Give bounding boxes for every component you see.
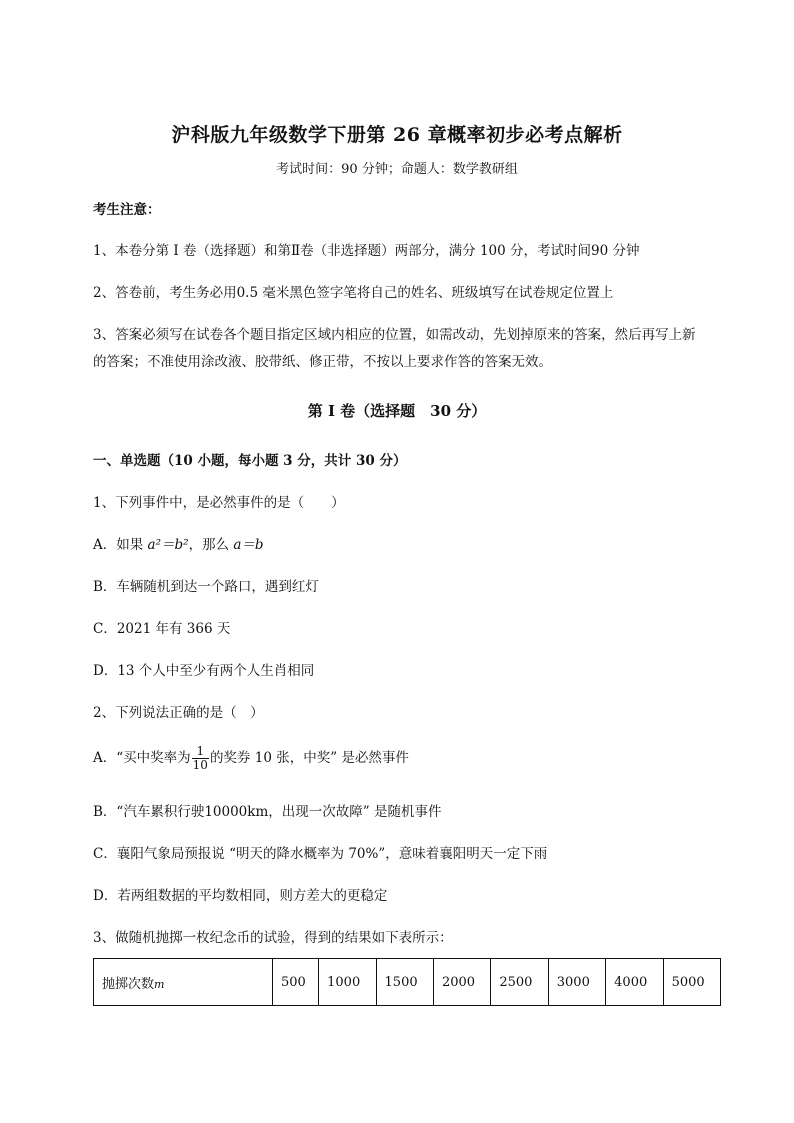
q1-option-a-math1: a²＝b² xyxy=(147,537,189,553)
q2-option-a xyxy=(93,744,409,772)
row-label-text: 抛掷次数 xyxy=(102,976,155,992)
table-cell: 2500 xyxy=(491,959,548,1006)
fraction-numerator: 1 xyxy=(192,745,209,759)
table-cell: 4000 xyxy=(606,959,663,1006)
table-cell: 2000 xyxy=(433,959,490,1006)
q2-option-b: B．“汽车累积行驶10000km，出现一次故障” 是随机事件 xyxy=(93,804,442,820)
notice-item-3: 3、答案必须写在试卷各个题目指定区域内相应的位置，如需改动，先划掉原来的答案，然后再写上新 xyxy=(93,327,696,343)
exam-info: 考试时间：90 分钟；命题人：数学教研组 xyxy=(276,162,518,177)
q2-option-c: C．襄阳气象局预报说 “明天的降水概率为 70%”，意味着襄阳明天一定下雨 xyxy=(93,846,548,862)
q2-option-a-prefix: A．“买中奖率为 xyxy=(93,750,191,766)
q2-option-a-suffix: 的奖券 10 张，中奖” 是必然事件 xyxy=(209,750,409,766)
q1-option-a-mid: ，那么 xyxy=(188,537,234,553)
row-label-variable: m xyxy=(154,977,165,991)
fraction xyxy=(192,745,209,772)
table-cell: 3000 xyxy=(548,959,605,1006)
part-heading: 一、单选题（10 小题，每小题 3 分，共计 30 分） xyxy=(93,453,407,469)
notice-item-1: 1、本卷分第 I 卷（选择题）和第Ⅱ卷（非选择题）两部分，满分 100 分，考试时间90 分钟 xyxy=(93,243,640,259)
page-title: 沪科版九年级数学下册第 26 章概率初步必考点解析 xyxy=(171,124,623,146)
table-row xyxy=(94,959,721,1006)
q1-option-a-prefix: A．如果 xyxy=(93,537,148,553)
notice-item-2: 2、答卷前，考生务必用0.5 毫米黑色签字笔将自己的姓名、班级填写在试卷规定位置上 xyxy=(93,285,614,301)
table-cell: 1000 xyxy=(319,959,376,1006)
q2-option-d: D．若两组数据的平均数相同，则方差大的更稳定 xyxy=(93,888,388,904)
results-table xyxy=(93,958,721,1006)
q1-stem: 1、下列事件中，是必然事件的是（ ） xyxy=(93,495,345,511)
q3-stem: 3、做随机抛掷一枚纪念币的试验，得到的结果如下表所示： xyxy=(93,930,453,946)
table-cell: 500 xyxy=(273,959,319,1006)
fraction-denominator: 10 xyxy=(192,758,208,772)
q1-option-a xyxy=(93,535,264,555)
notice-heading: 考生注意： xyxy=(93,202,161,218)
notice-item-3-cont: 的答案；不准使用涂改液、胶带纸、修正带，不按以上要求作答的答案无效。 xyxy=(93,354,552,370)
table-cell: 1500 xyxy=(376,959,433,1006)
table-row-label xyxy=(94,959,273,1006)
q1-option-c: C．2021 年有 366 天 xyxy=(93,621,231,637)
section-title: 第 I 卷（选择题 30 分） xyxy=(307,402,487,420)
table-cell: 5000 xyxy=(663,959,720,1006)
q1-option-d: D．13 个人中至少有两个人生肖相同 xyxy=(93,663,315,679)
q1-option-a-math2: a＝b xyxy=(233,537,264,553)
q2-stem: 2、下列说法正确的是（ ） xyxy=(93,705,264,721)
q1-option-b: B．车辆随机到达一个路口，遇到红灯 xyxy=(93,579,319,595)
